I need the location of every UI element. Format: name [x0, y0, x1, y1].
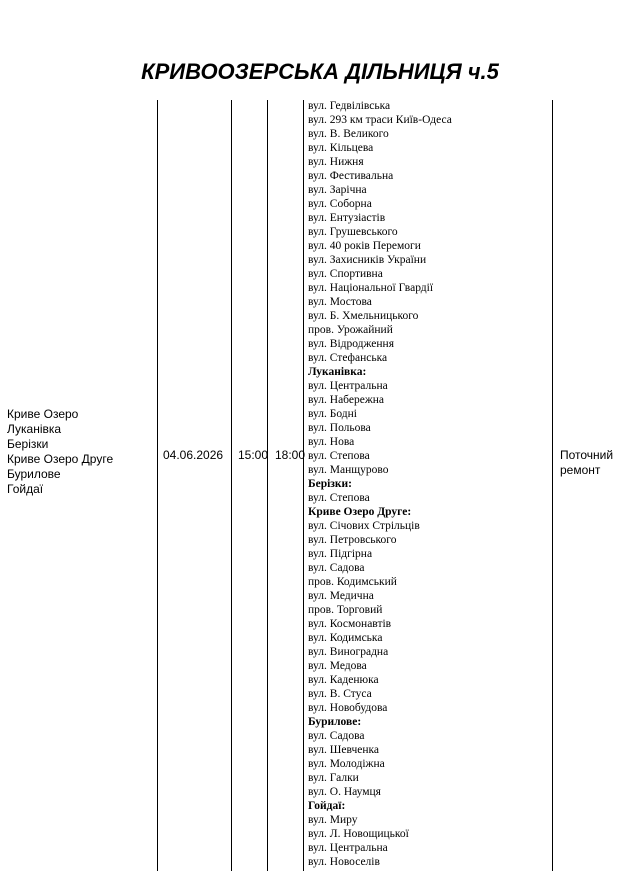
- street-item: вул. Польова: [308, 422, 371, 434]
- street-item: вул. Б. Хмельницького: [308, 310, 419, 322]
- settlement-item: Луканівка: [7, 422, 62, 436]
- street-item: вул. Спортивна: [308, 268, 383, 280]
- street-item: вул. Центральна: [308, 842, 388, 854]
- street-item: вул. Грушевського: [308, 226, 398, 238]
- column-divider: [157, 100, 158, 871]
- street-item: вул. О. Наумця: [308, 786, 381, 798]
- street-item: вул. Нижня: [308, 156, 364, 168]
- street-item: вул. Підгірна: [308, 548, 373, 560]
- street-item: вул. Космонавтів: [308, 618, 392, 630]
- street-item: вул. Нова: [308, 436, 355, 448]
- street-item: пров. Торговий: [308, 604, 383, 616]
- street-item: вул. Виноградна: [308, 646, 389, 658]
- street-item: вул. Національної Гвардії: [308, 282, 434, 294]
- settlement-item: Бурилове: [7, 467, 61, 481]
- reason-line: Поточний: [560, 448, 614, 462]
- street-item: вул. Набережна: [308, 394, 385, 406]
- street-item: вул. Стефанська: [308, 352, 388, 364]
- streets-cell: [308, 99, 550, 869]
- start-time-cell: 15:00: [238, 448, 269, 462]
- column-divider: [267, 100, 268, 871]
- street-item: вул. Новобудова: [308, 702, 388, 714]
- street-item: вул. Фестивальна: [308, 170, 394, 182]
- settlement-item: Гойдаї: [7, 482, 44, 496]
- settlement-header: Берізки:: [308, 478, 353, 490]
- settlement-item: Берізки: [7, 437, 49, 451]
- settlement-header: Криве Озеро Друге:: [308, 506, 412, 518]
- street-item: пров. Кодимський: [308, 576, 397, 588]
- street-item: вул. 293 км траси Київ-Одеса: [308, 114, 452, 126]
- street-item: вул. Гедвілівська: [308, 100, 391, 112]
- street-item: вул. Захисників України: [308, 254, 427, 266]
- street-item: вул. Медична: [308, 590, 374, 602]
- street-item: вул. Молодіжна: [308, 758, 385, 770]
- page-title: КРИВООЗЕРСЬКА ДІЛЬНИЦЯ ч.5: [141, 59, 499, 84]
- settlement-item: Криве Озеро Друге: [7, 452, 114, 466]
- street-item: вул. Л. Новощицької: [308, 828, 409, 840]
- settlement-header: Бурилове:: [308, 716, 362, 728]
- street-item: вул. Соборна: [308, 198, 372, 210]
- street-item: вул. Садова: [308, 562, 365, 574]
- reason-cell: [560, 448, 636, 478]
- column-divider: [552, 100, 553, 871]
- street-item: вул. Мостова: [308, 296, 372, 308]
- end-time-cell: 18:00: [275, 448, 306, 462]
- street-item: вул. Відродження: [308, 338, 395, 350]
- street-item: вул. Новоселів: [308, 856, 380, 868]
- street-item: вул. Кодимська: [308, 632, 383, 644]
- column-divider: [303, 100, 304, 871]
- settlement-header: Луканівка:: [308, 366, 367, 378]
- street-item: вул. Миру: [308, 814, 358, 826]
- settlements-cell: [7, 407, 155, 497]
- street-item: вул. Шевченка: [308, 744, 380, 756]
- street-item: вул. Садова: [308, 730, 365, 742]
- street-item: вул. Кільцева: [308, 142, 374, 154]
- reason-line: ремонт: [560, 463, 601, 477]
- street-item: вул. Зарічна: [308, 184, 367, 196]
- street-item: вул. Степова: [308, 450, 370, 462]
- date-cell: 04.06.2026: [163, 448, 224, 462]
- street-item: вул. Медова: [308, 660, 367, 672]
- street-item: вул. Галки: [308, 772, 359, 784]
- street-item: вул. Січових Стрільців: [308, 520, 420, 532]
- street-item: вул. Ентузіастів: [308, 212, 386, 224]
- street-item: вул. Манщурово: [308, 464, 389, 476]
- settlement-item: Криве Озеро: [7, 407, 79, 421]
- street-item: вул. Степова: [308, 492, 370, 504]
- street-item: вул. 40 років Перемоги: [308, 240, 421, 252]
- street-item: вул. Центральна: [308, 380, 388, 392]
- street-item: вул. Бодні: [308, 408, 357, 420]
- street-item: пров. Урожайний: [308, 324, 393, 336]
- street-item: вул. Каденюка: [308, 674, 379, 686]
- street-item: вул. Петровського: [308, 534, 397, 546]
- column-divider: [231, 100, 232, 871]
- settlement-header: Гойдаї:: [308, 800, 346, 812]
- street-item: вул. В. Стуса: [308, 688, 372, 700]
- street-item: вул. В. Великого: [308, 128, 389, 140]
